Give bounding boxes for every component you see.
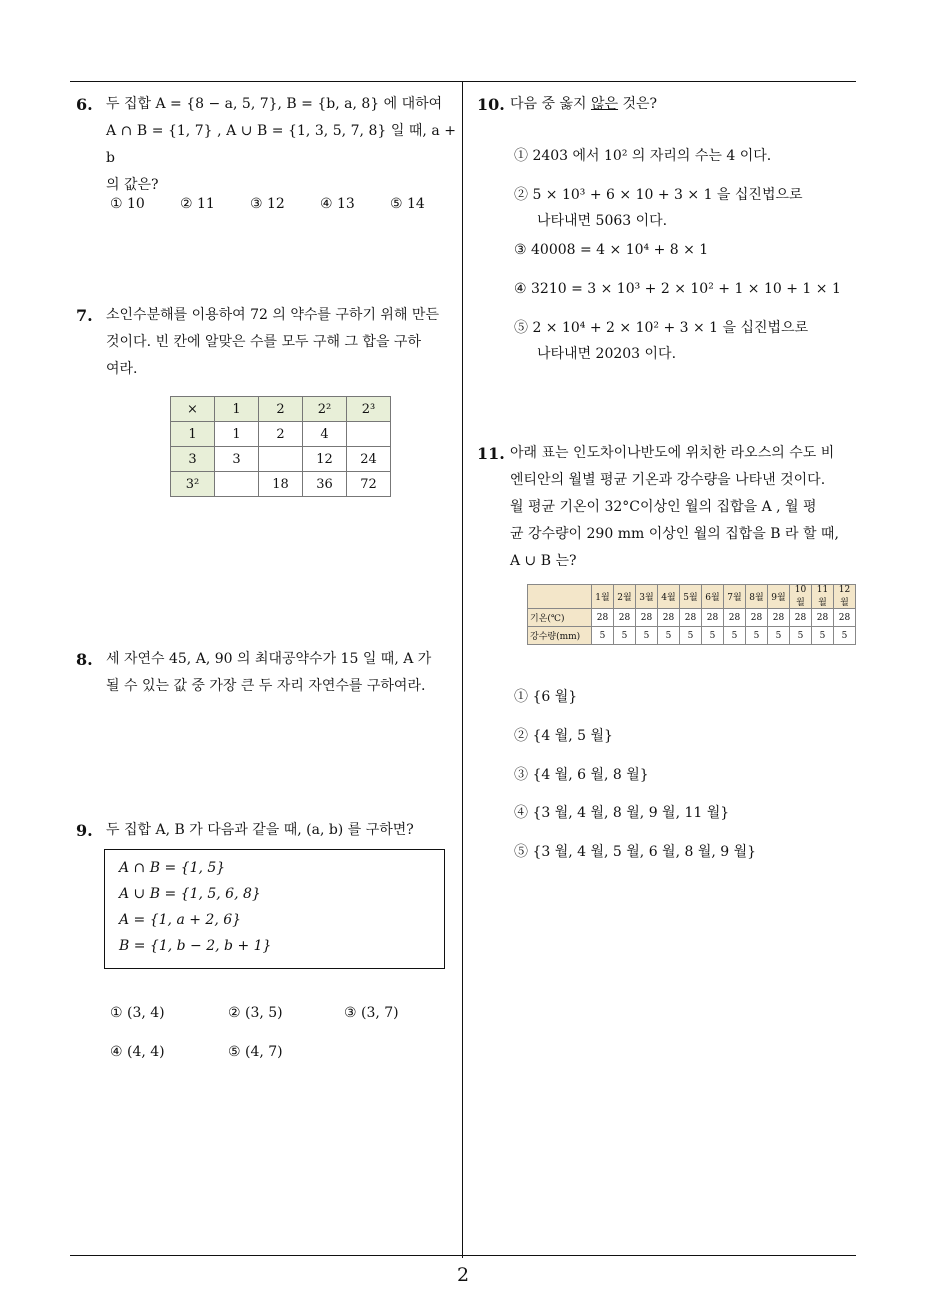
q10-number: 10. bbox=[477, 95, 505, 114]
table-cell: 28 bbox=[702, 609, 724, 627]
month-header: 6월 bbox=[702, 585, 724, 609]
q10-underlined: 않은 bbox=[590, 96, 619, 112]
q7-line3: 여라. bbox=[106, 361, 138, 377]
table-cell: 18 bbox=[259, 472, 303, 497]
q7-divisor-table bbox=[170, 396, 391, 497]
q7-line1: 소인수분해를 이용하여 72 의 약수를 구하기 위해 만든 bbox=[106, 307, 439, 323]
q10-option-5[interactable]: ⑤ 2 × 10⁴ + 2 × 10² + 3 × 1 을 십진법으로 bbox=[514, 320, 809, 336]
month-header: 2월 bbox=[614, 585, 636, 609]
month-header: 9월 bbox=[768, 585, 790, 609]
table-row bbox=[528, 609, 856, 627]
q9-option-1[interactable]: ① (3, 4) bbox=[110, 1005, 165, 1021]
table-cell-blank bbox=[215, 472, 259, 497]
table-cell: 5 bbox=[746, 627, 768, 645]
table-cell: 5 bbox=[768, 627, 790, 645]
q8-line2: 될 수 있는 값 중 가장 큰 두 자리 자연수를 구하여라. bbox=[106, 678, 426, 694]
month-header: 8월 bbox=[746, 585, 768, 609]
table-cell: 5 bbox=[702, 627, 724, 645]
q9-option-2[interactable]: ② (3, 5) bbox=[228, 1005, 283, 1021]
rain-label: 강수량(mm) bbox=[528, 627, 592, 645]
q11-line1: 아래 표는 인도차이나반도에 위치한 라오스의 수도 비 bbox=[510, 445, 835, 461]
table-cell: 72 bbox=[347, 472, 391, 497]
table-cell: 3 bbox=[171, 447, 215, 472]
q11-line3: 월 평균 기온이 32°C이상인 월의 집합을 A , 월 평 bbox=[510, 499, 817, 515]
table-cell: 5 bbox=[790, 627, 812, 645]
table-row bbox=[171, 422, 391, 447]
table-row bbox=[171, 397, 391, 422]
table-cell: 5 bbox=[658, 627, 680, 645]
table-cell: 1 bbox=[215, 397, 259, 422]
month-header: 3월 bbox=[636, 585, 658, 609]
table-cell: 28 bbox=[658, 609, 680, 627]
q6-line2: A ∩ B = {1, 7} , A ∪ B = {1, 3, 5, 7, 8} 일 때, a + b bbox=[106, 123, 456, 166]
table-cell-blank bbox=[347, 422, 391, 447]
q6-option-2[interactable]: ② 11 bbox=[180, 196, 215, 212]
table-cell: 5 bbox=[680, 627, 702, 645]
q11-option-3[interactable]: ③ {4 월, 6 월, 8 월} bbox=[514, 767, 649, 783]
q7-number: 7. bbox=[76, 306, 93, 325]
q10-prefix: 다음 중 옳지 bbox=[510, 96, 591, 112]
table-cell: 5 bbox=[812, 627, 834, 645]
q10-option-5-cont: 나타내면 20203 이다. bbox=[537, 346, 677, 362]
q11-line5: A ∪ B 는? bbox=[510, 553, 577, 569]
q11-option-2[interactable]: ② {4 월, 5 월} bbox=[514, 728, 613, 744]
table-cell: 28 bbox=[746, 609, 768, 627]
table-cell: 5 bbox=[592, 627, 614, 645]
q6-text bbox=[106, 91, 456, 199]
table-cell: 28 bbox=[768, 609, 790, 627]
temp-label: 기온(℃) bbox=[528, 609, 592, 627]
month-header: 11월 bbox=[812, 585, 834, 609]
table-cell: 28 bbox=[592, 609, 614, 627]
q11-text bbox=[510, 440, 860, 575]
q11-line4: 균 강수량이 290 mm 이상인 월의 집합을 B 라 할 때, bbox=[510, 526, 839, 542]
table-cell: 28 bbox=[790, 609, 812, 627]
table-row bbox=[528, 585, 856, 609]
q6-line1: 두 집합 A = {8 − a, 5, 7}, B = {b, a, 8} 에 대하여 bbox=[106, 96, 443, 112]
q11-number: 11. bbox=[477, 444, 505, 463]
bottom-rule bbox=[70, 1255, 856, 1256]
q10-text bbox=[510, 91, 850, 118]
table-cell: 1 bbox=[171, 422, 215, 447]
q11-line2: 엔티안의 월별 평균 기온과 강수량을 나타낸 것이다. bbox=[510, 472, 826, 488]
q10-suffix: 것은? bbox=[618, 96, 658, 112]
month-header: 4월 bbox=[658, 585, 680, 609]
q8-line1: 세 자연수 45, A, 90 의 최대공약수가 15 일 때, A 가 bbox=[106, 651, 432, 667]
table-cell: × bbox=[171, 397, 215, 422]
q9-option-5[interactable]: ⑤ (4, 7) bbox=[228, 1044, 283, 1060]
month-header: 12월 bbox=[834, 585, 856, 609]
table-cell: 3 bbox=[215, 447, 259, 472]
q9-number: 9. bbox=[76, 821, 93, 840]
q6-option-1[interactable]: ① 10 bbox=[110, 196, 145, 212]
table-cell: 28 bbox=[614, 609, 636, 627]
q11-option-5[interactable]: ⑤ {3 월, 4 월, 5 월, 6 월, 8 월, 9 월} bbox=[514, 844, 757, 860]
month-header: 1월 bbox=[592, 585, 614, 609]
q9-box-line: A ∩ B = {1, 5} bbox=[119, 860, 226, 876]
q6-option-4[interactable]: ④ 13 bbox=[320, 196, 355, 212]
table-cell-blank bbox=[259, 447, 303, 472]
q8-text bbox=[106, 646, 456, 700]
q6-line3: 의 값은? bbox=[106, 177, 159, 193]
table-corner bbox=[528, 585, 592, 609]
table-cell: 28 bbox=[636, 609, 658, 627]
q10-option-4[interactable]: ④ 3210 = 3 × 10³ + 2 × 10² + 1 × 10 + 1 × 1 bbox=[514, 281, 841, 297]
table-cell: 28 bbox=[812, 609, 834, 627]
top-rule bbox=[70, 81, 856, 82]
q7-text bbox=[106, 302, 456, 383]
q9-box-line: B = {1, b − 2, b + 1} bbox=[119, 938, 272, 954]
table-cell: 4 bbox=[303, 422, 347, 447]
q9-box-line: A = {1, a + 2, 6} bbox=[119, 912, 242, 928]
q11-climate-table bbox=[527, 584, 856, 645]
table-cell: 12 bbox=[303, 447, 347, 472]
table-row bbox=[171, 472, 391, 497]
table-cell: 28 bbox=[834, 609, 856, 627]
table-cell: 2 bbox=[259, 397, 303, 422]
table-cell: 5 bbox=[614, 627, 636, 645]
q9-box-line: A ∪ B = {1, 5, 6, 8} bbox=[119, 886, 261, 902]
table-cell: 1 bbox=[215, 422, 259, 447]
q7-line2: 것이다. 빈 칸에 알맞은 수를 모두 구해 그 합을 구하 bbox=[106, 334, 421, 350]
table-cell: 5 bbox=[724, 627, 746, 645]
table-cell: 28 bbox=[724, 609, 746, 627]
table-row bbox=[528, 627, 856, 645]
q9-condition-box bbox=[104, 849, 445, 969]
column-divider bbox=[462, 81, 463, 1258]
table-cell: 2³ bbox=[347, 397, 391, 422]
month-header: 10월 bbox=[790, 585, 812, 609]
table-cell: 2² bbox=[303, 397, 347, 422]
q9-option-3[interactable]: ③ (3, 7) bbox=[344, 1005, 399, 1021]
q6-option-3[interactable]: ③ 12 bbox=[250, 196, 285, 212]
table-cell: 36 bbox=[303, 472, 347, 497]
month-header: 5월 bbox=[680, 585, 702, 609]
table-row bbox=[171, 447, 391, 472]
q11-option-4[interactable]: ④ {3 월, 4 월, 8 월, 9 월, 11 월} bbox=[514, 805, 730, 821]
q10-option-3[interactable]: ③ 40008 = 4 × 10⁴ + 8 × 1 bbox=[514, 242, 709, 258]
table-cell: 3² bbox=[171, 472, 215, 497]
q6-option-5[interactable]: ⑤ 14 bbox=[390, 196, 425, 212]
table-cell: 28 bbox=[680, 609, 702, 627]
table-cell: 24 bbox=[347, 447, 391, 472]
month-header: 7월 bbox=[724, 585, 746, 609]
page-number: 2 bbox=[456, 1264, 470, 1286]
q8-number: 8. bbox=[76, 650, 93, 669]
table-cell: 5 bbox=[636, 627, 658, 645]
q6-number: 6. bbox=[76, 95, 93, 114]
q10-option-2[interactable]: ② 5 × 10³ + 6 × 10 + 3 × 1 을 십진법으로 bbox=[514, 187, 803, 203]
q10-option-2-cont: 나타내면 5063 이다. bbox=[537, 213, 668, 229]
q9-text: 두 집합 A, B 가 다음과 같을 때, (a, b) 를 구하면? bbox=[106, 822, 414, 838]
table-cell: 2 bbox=[259, 422, 303, 447]
table-cell: 5 bbox=[834, 627, 856, 645]
q11-option-1[interactable]: ① {6 월} bbox=[514, 689, 578, 705]
q9-option-4[interactable]: ④ (4, 4) bbox=[110, 1044, 165, 1060]
q10-option-1[interactable]: ① 2403 에서 10² 의 자리의 수는 4 이다. bbox=[514, 148, 772, 164]
